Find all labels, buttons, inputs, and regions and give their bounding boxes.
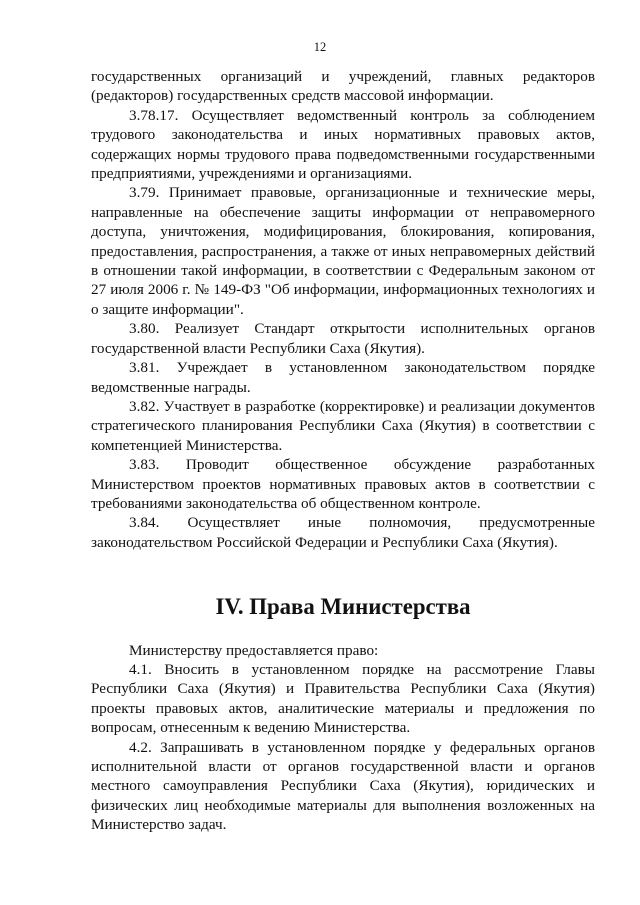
page-number: 12: [313, 40, 327, 54]
paragraph-3-80: 3.80. Реализует Стандарт открытости исполнительных органов государственной власти Республики Саха (Якутия).: [91, 320, 595, 357]
section-spacer: [91, 552, 595, 597]
paragraph-4-1: 4.1. Вносить в установленном порядке на рассмотрение Главы Республики Саха (Якутия) и Правительства Республики Саха (Якутия) проекты правовых актов, аналитические материалы и предложения по вопросам, отнесенным к ведению Министерства.: [91, 660, 595, 737]
document-body: [91, 67, 595, 835]
paragraph-3-79: 3.79. Принимает правовые, организационные и технические меры, направленные на обеспечение защиты информации от неправомерного доступа, уничтожения, модифицирования, блокирования, копирования, предоставления, распространения, а также от иных неправомерных действий в отношении такой информации, в соответствии с Федеральным законом от 27 июля 2006 г. № 149-ФЗ "Об информации, информационных технологиях и о защите информации".: [91, 184, 595, 318]
paragraph-3-78-17: 3.78.17. Осуществляет ведомственный контроль за соблюдением трудового законодательства и иных нормативных правовых актов, содержащих нормы трудового права подведомственными государственными предприятиями, учреждениями и организациями.: [91, 106, 595, 183]
paragraph-intro: Министерству предоставляется право:: [129, 641, 379, 659]
paragraph-3-82: 3.82. Участвует в разработке (корректировке) и реализации документов стратегического планирования Республики Саха (Якутия) в соответствии с компетенцией Министерства.: [91, 397, 595, 454]
paragraph-continuation: государственных организаций и учреждений, главных редакторов (редакторов) государственных средств массовой информации.: [91, 68, 595, 105]
heading-spacer: [91, 617, 595, 641]
paragraph-3-83: 3.83. Проводит общественное обсуждение разработанных Министерством проектов нормативных правовых актов в соответствии с требованиями законодательства об общественном контроле.: [91, 456, 595, 512]
paragraph-3-84: 3.84. Осуществляет иные полномочия, предусмотренные законодательством Российской Федерации и Республики Саха (Якутия).: [91, 514, 595, 551]
section-heading: IV. Права Министерства: [215, 594, 471, 620]
paragraph-4-2: 4.2. Запрашивать в установленном порядке у федеральных органов исполнительной власти от органов государственной власти и органов местного самоуправления Республики Саха (Якутия), юридических и физических лиц необходимые материалы для выполнения возложенных на Министерство задач.: [91, 738, 595, 834]
paragraph-3-81: 3.81. Учреждает в установленном законодательством порядке ведомственные награды.: [91, 359, 595, 396]
